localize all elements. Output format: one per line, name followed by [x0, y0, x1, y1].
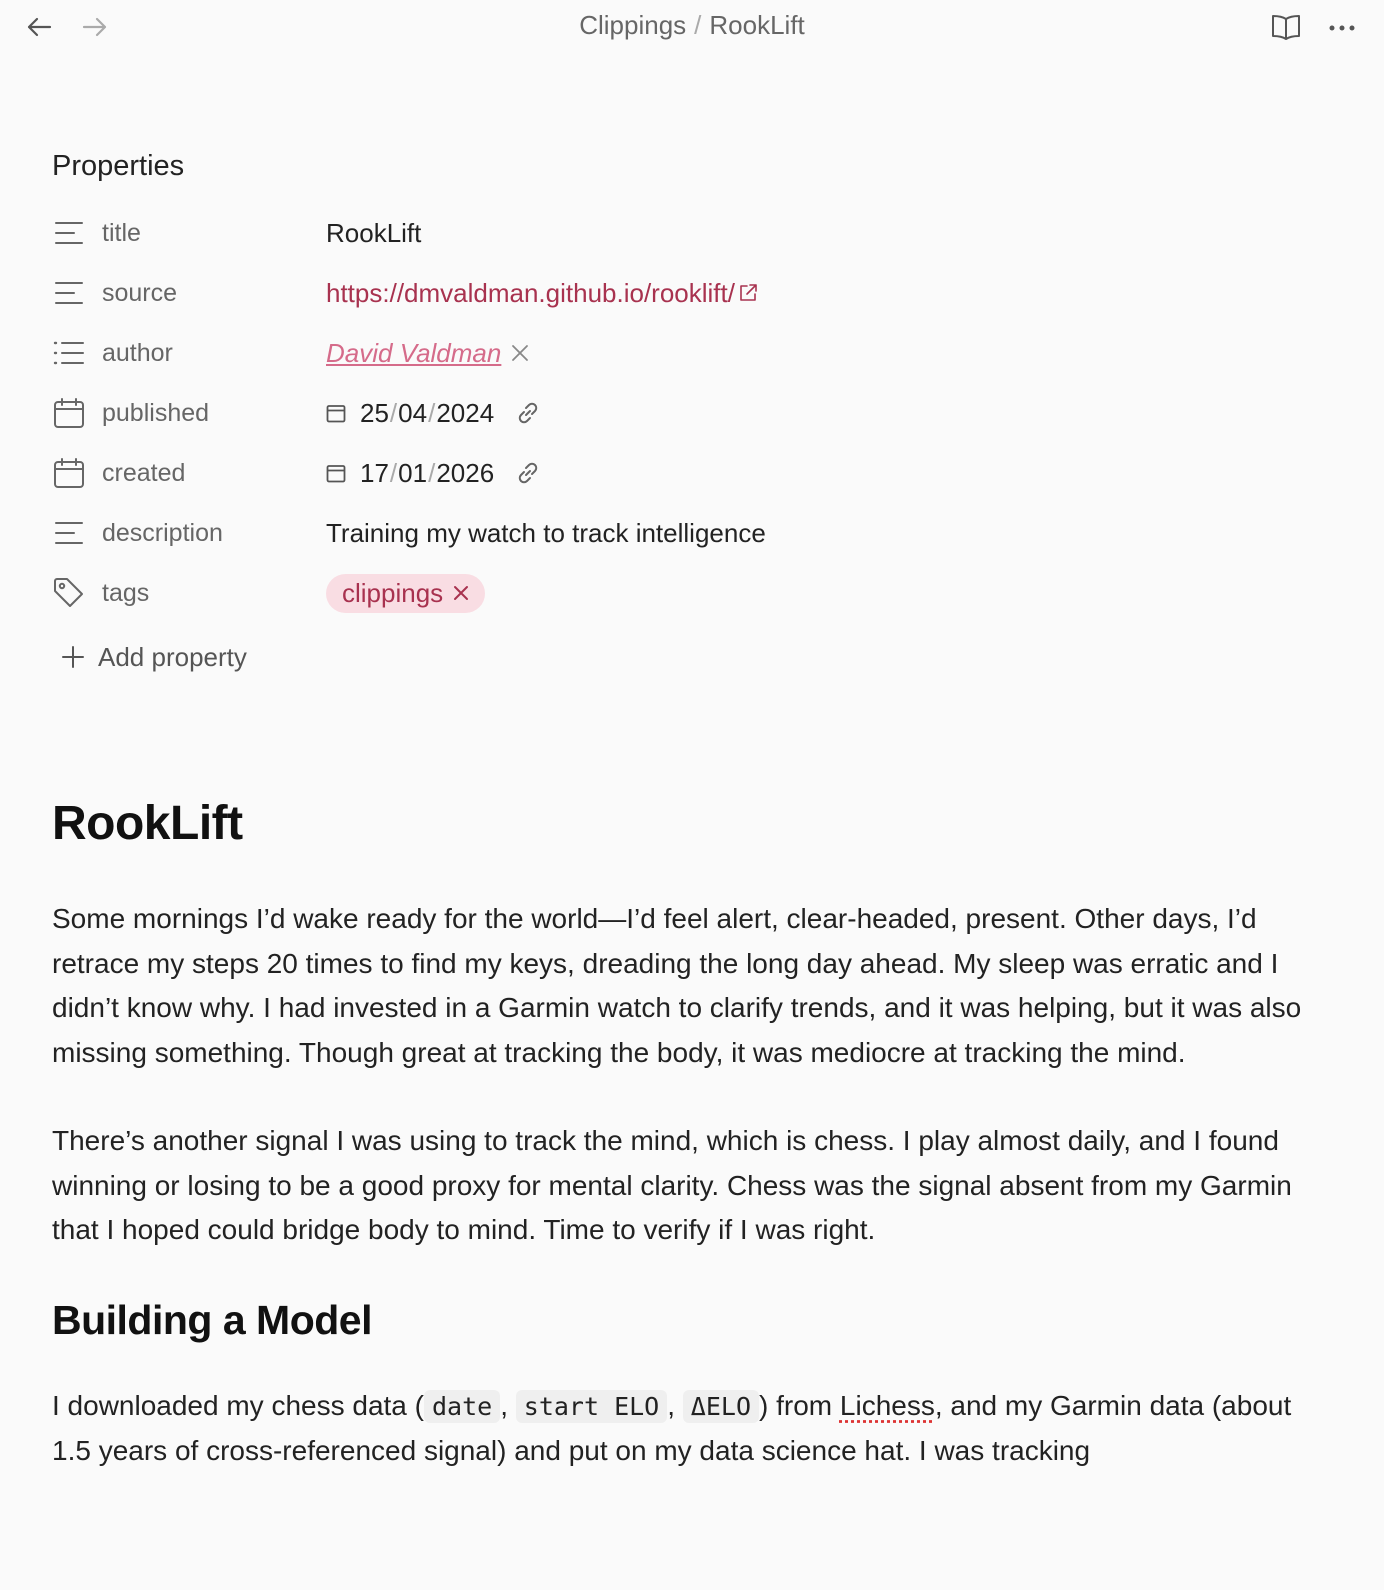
paragraph-intro: Some mornings I’d wake ready for the world—I’d feel alert, clear-headed, present. Other days, I’d retrace my steps 20 times to find my keys, dreading the long day ahead. My sleep was erratic and I didn’t know why. I had invested in a Garmin watch to clarify trends, and it was helping, but it was also missing something. Though great at tracking the body, it was mediocre at tracking the mind. — [52, 903, 1302, 1068]
property-value-author — [326, 338, 529, 369]
list-icon[interactable] — [52, 336, 86, 370]
property-key-tags[interactable]: tags — [102, 578, 150, 607]
date-month: 04 — [398, 397, 428, 428]
inline-code-date: date — [424, 1390, 500, 1423]
link-chain-icon[interactable] — [514, 399, 542, 427]
more-options-icon[interactable] — [1322, 8, 1362, 48]
property-value-tags — [326, 574, 485, 613]
text-run: , and my Garmin data (about 1.5 years of cross-referenced signal) and put on my data science hat. I was tracking — [52, 1389, 1292, 1466]
date-separator: / — [428, 457, 436, 488]
plus-icon — [58, 645, 88, 669]
date-picker-icon[interactable] — [326, 463, 346, 483]
property-row-description — [52, 503, 1332, 563]
inline-code-delta-elo: ΔELO — [683, 1390, 759, 1423]
article-title: RookLift — [52, 797, 243, 850]
date-day: 17 — [360, 457, 389, 488]
author-link[interactable]: David Valdman — [326, 337, 502, 368]
note-content — [52, 796, 1312, 1518]
property-row-created — [52, 443, 1332, 503]
date-separator: / — [389, 457, 398, 488]
date-separator: / — [428, 397, 436, 428]
reading-view-book-icon[interactable] — [1266, 8, 1306, 48]
property-key-published[interactable]: published — [102, 398, 210, 427]
paragraph-chess-signal: There’s another signal I was using to track the mind, which is chess. I play almost daily, and I found winning or losing to be a good proxy for mental clarity. Chess was the signal absent from my Garmin that I hoped could bridge body to mind. Time to verify if I was right. — [52, 1125, 1292, 1245]
text-lines-icon[interactable] — [52, 516, 86, 550]
paragraph-building-model — [52, 1384, 1312, 1474]
remove-tag-icon[interactable] — [453, 585, 469, 601]
date-year: 2024 — [436, 397, 495, 428]
property-value-created[interactable] — [326, 458, 542, 489]
external-link-icon[interactable] — [738, 283, 758, 303]
tag-pill[interactable] — [326, 574, 485, 613]
property-row-published — [52, 383, 1332, 443]
spellcheck-word-lichess[interactable]: Lichess — [839, 1389, 935, 1421]
property-value-title[interactable]: RookLift — [326, 217, 422, 248]
breadcrumb-folder[interactable]: Clippings — [579, 10, 687, 40]
property-key-created[interactable]: created — [102, 458, 186, 487]
add-property-label: Add property — [98, 641, 247, 672]
text-run: ) from — [759, 1389, 840, 1421]
date-day: 25 — [360, 397, 389, 428]
link-chain-icon[interactable] — [514, 459, 542, 487]
tag-label: clippings — [342, 577, 444, 608]
property-value-description[interactable]: Training my watch to track intelligence — [326, 517, 766, 548]
breadcrumb-separator: / — [694, 10, 702, 40]
properties-heading: Properties — [52, 150, 185, 182]
date-month: 01 — [398, 457, 428, 488]
source-link[interactable]: https://dmvaldman.github.io/rooklift/ — [326, 277, 735, 308]
tag-icon[interactable] — [52, 576, 86, 610]
add-property-button[interactable] — [52, 627, 1332, 687]
breadcrumb — [0, 10, 1384, 41]
property-key-author[interactable]: author — [102, 338, 173, 367]
breadcrumb-page[interactable]: RookLift — [709, 10, 805, 40]
property-value-published[interactable] — [326, 398, 542, 429]
property-row-source — [52, 263, 1332, 323]
properties-panel — [52, 150, 1332, 687]
text-run: , — [500, 1389, 516, 1421]
date-separator: / — [389, 397, 398, 428]
property-key-description[interactable]: description — [102, 518, 223, 547]
property-row-author — [52, 323, 1332, 383]
text-lines-icon[interactable] — [52, 216, 86, 250]
property-value-source — [326, 278, 758, 309]
inline-code-start-elo: start ELO — [516, 1390, 667, 1423]
property-key-title[interactable]: title — [102, 218, 141, 247]
text-lines-icon[interactable] — [52, 276, 86, 310]
top-bar — [0, 0, 1384, 56]
property-row-tags — [52, 563, 1332, 623]
date-picker-icon[interactable] — [326, 403, 346, 423]
property-row-title — [52, 203, 1332, 263]
section-heading: Building a Model — [52, 1296, 372, 1343]
calendar-icon[interactable] — [52, 396, 86, 430]
remove-author-icon[interactable] — [511, 344, 529, 362]
calendar-icon[interactable] — [52, 456, 86, 490]
property-key-source[interactable]: source — [102, 278, 178, 307]
date-year: 2026 — [436, 457, 495, 488]
text-run: I downloaded my chess data ( — [52, 1389, 424, 1421]
text-run: , — [667, 1389, 683, 1421]
